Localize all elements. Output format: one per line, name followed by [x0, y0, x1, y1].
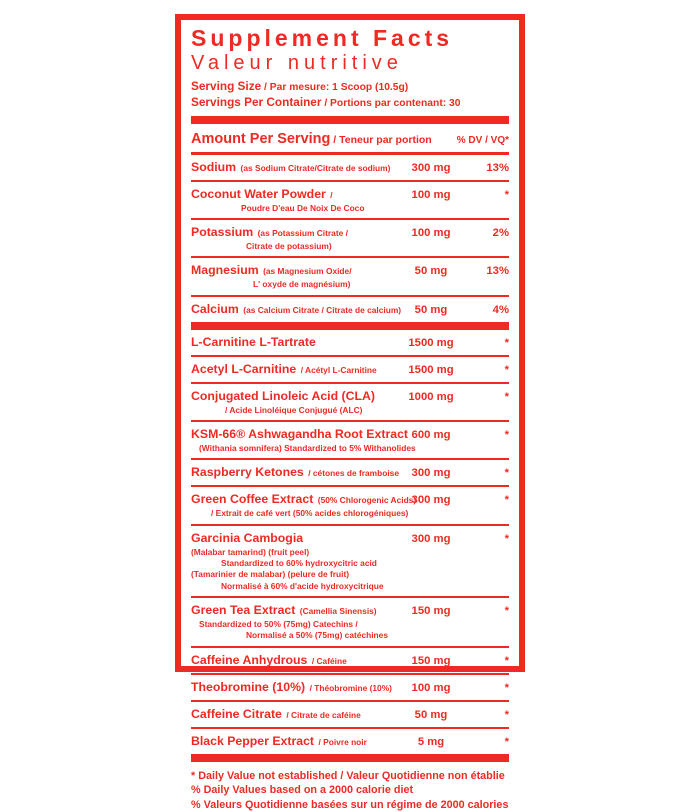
- ingredient-row-coconut-water: [191, 180, 509, 218]
- ingredient-row-potassium: [191, 218, 509, 256]
- serving-size-line: [191, 79, 509, 95]
- ingredient-name: Garcinia Cambogia: [191, 530, 304, 545]
- ingredient-name: Caffeine Anhydrous: [191, 652, 308, 667]
- ingredient-row-calcium: [191, 295, 509, 322]
- ingredient-row-ksm66-ashwagandha: [191, 420, 509, 458]
- ingredient-row-magnesium: [191, 256, 509, 294]
- ingredient-amount: 300 mg: [411, 467, 451, 480]
- footnote-line: % Valeurs Quotidienne basées sur un régime de 2000 calories: [191, 798, 509, 811]
- ingredient-subline: Normalisé a 50% (75mg) catéchines: [246, 630, 388, 641]
- ingredient-row-caffeine-anhydrous: [191, 646, 509, 673]
- ingredient-name: L-Carnitine L-Tartrate: [191, 334, 316, 349]
- ingredient-dv: *: [504, 363, 509, 376]
- ingredient-subline: Standardized to 60% hydroxycitric acid: [221, 558, 377, 568]
- ingredient-amount: 50 mg: [414, 265, 448, 278]
- divider-bar: [191, 322, 509, 330]
- ingredient-amount: 300 mg: [411, 532, 451, 545]
- ingredient-amount: 5 mg: [417, 735, 445, 748]
- ingredient-note: / Poivre noir: [318, 736, 367, 747]
- ingredient-amount: 1000 mg: [408, 390, 454, 403]
- ingredient-subline: Citrate de potassium): [246, 240, 332, 251]
- ingredient-row-green-coffee: [191, 485, 509, 523]
- footnote-line: % Daily Values based on a 2000 calorie diet: [191, 784, 414, 797]
- footnote-line: * Daily Value not established / Valeur Quotidienne non établie: [191, 769, 505, 782]
- ingredient-name: Raspberry Ketones: [191, 465, 304, 480]
- ingredient-dv: *: [504, 494, 509, 507]
- ingredient-subline: / Extrait de café vert (50% acides chlorogéniques): [211, 508, 409, 519]
- serving-size-label: Serving Size: [191, 78, 262, 93]
- ingredient-subline: (Malabar tamarind) (fruit peel): [191, 546, 310, 557]
- ingredient-dv: *: [504, 390, 509, 403]
- ingredient-note: / cétones de framboise: [308, 468, 399, 479]
- ingredient-dv: 4%: [492, 303, 509, 316]
- ingredient-subline: L' oxyde de magnésium): [253, 279, 351, 290]
- footnotes: [191, 754, 509, 812]
- facts-table: [191, 152, 509, 754]
- ingredient-row-l-carnitine-l-tartrate: [191, 330, 509, 355]
- label-subtitle: Valeur nutritive: [191, 51, 403, 74]
- ingredient-name: Black Pepper Extract: [191, 733, 315, 748]
- divider-bar: [191, 754, 509, 762]
- ingredient-row-acetyl-l-carnitine: [191, 355, 509, 382]
- ingredient-note: (as Sodium Citrate/Citrate de sodium): [240, 162, 391, 173]
- ingredient-row-green-tea: [191, 596, 509, 646]
- label-title: Supplement Facts: [191, 25, 454, 51]
- ingredient-name: Green Coffee Extract: [191, 492, 314, 507]
- divider-bar: [191, 116, 509, 124]
- ingredient-amount: 150 mg: [411, 654, 451, 667]
- ingredient-dv: 2%: [492, 226, 509, 239]
- ingredient-name: Caffeine Citrate: [191, 706, 282, 721]
- ingredient-row-garcinia-cambogia: [191, 524, 509, 596]
- ingredient-name: Conjugated Linoleic Acid (CLA): [191, 388, 375, 403]
- ingredient-subline: / Acide Linoléique Conjugué (ALC): [225, 404, 363, 415]
- servings-label: Servings Per Container: [191, 94, 322, 109]
- ingredient-note: /: [330, 189, 333, 200]
- ingredient-amount: 100 mg: [411, 188, 451, 201]
- amount-per-serving-title: Amount Per Serving / Teneur par portion: [191, 130, 432, 147]
- ingredient-dv: *: [504, 654, 509, 667]
- ingredient-row-cla: [191, 382, 509, 420]
- ingredient-amount: 100 mg: [411, 226, 451, 239]
- ingredient-dv: *: [504, 428, 509, 441]
- servings-per-container-line: [191, 95, 509, 111]
- ingredient-dv: *: [504, 188, 509, 201]
- ingredient-amount: 100 mg: [411, 681, 451, 694]
- ingredient-dv: *: [504, 735, 509, 748]
- ingredient-row-theobromine: [191, 673, 509, 700]
- ingredient-amount: 50 mg: [414, 708, 448, 721]
- ingredient-note: (Camellia Sinensis): [299, 606, 377, 617]
- ingredient-amount: 1500 mg: [408, 363, 454, 376]
- ingredient-dv: 13%: [486, 161, 509, 174]
- ingredient-name: Potassium: [191, 224, 254, 239]
- ingredient-name: Calcium: [191, 301, 239, 316]
- ingredient-note: / Théobromine (10%): [309, 682, 392, 693]
- ingredient-note: (as Potassium Citrate /: [257, 227, 348, 238]
- servings-value: / Portions par contenant: 30: [321, 97, 461, 109]
- ingredient-amount: 1500 mg: [408, 336, 454, 349]
- ingredient-dv: 13%: [486, 265, 509, 278]
- ingredient-note: (50% Chlorogenic Acids): [317, 495, 417, 506]
- ingredient-name: Magnesium: [191, 263, 259, 278]
- ingredient-amount: 300 mg: [411, 494, 451, 507]
- ingredient-row-black-pepper: [191, 727, 509, 754]
- ingredient-dv: *: [504, 708, 509, 721]
- ingredient-amount: 300 mg: [411, 161, 451, 174]
- ingredient-dv: *: [504, 336, 509, 349]
- ingredient-amount: 600 mg: [411, 428, 451, 441]
- ingredient-dv: *: [504, 467, 509, 480]
- ingredient-name: Coconut Water Powder: [191, 186, 326, 201]
- ingredient-dv: *: [504, 605, 509, 618]
- ingredient-amount: 150 mg: [411, 605, 451, 618]
- supplement-facts-label: [175, 14, 525, 811]
- ingredient-note: (as Calcium Citrate / Citrate de calcium): [243, 304, 402, 315]
- ingredient-name: Green Tea Extract: [191, 603, 296, 618]
- serving-size-value: / Par mesure: 1 Scoop (10.5g): [261, 81, 409, 93]
- ingredient-dv: *: [504, 681, 509, 694]
- ingredient-row-raspberry-ketones: [191, 458, 509, 485]
- amount-per-serving-header: [191, 124, 509, 152]
- ingredient-name: Acetyl L-Carnitine: [191, 361, 297, 376]
- ingredient-note: / Citrate de caféine: [286, 709, 361, 720]
- ingredient-subline: Standardized to 50% (75mg) Catechins /: [199, 619, 358, 630]
- ingredient-name: KSM-66® Ashwagandha Root Extract: [191, 426, 409, 441]
- ingredient-dv: *: [504, 532, 509, 545]
- ingredient-note: (as Magnesium Oxide/: [263, 266, 352, 277]
- ingredient-subline: (Tamarinier de malabar) (pelure de fruit): [191, 569, 350, 580]
- ingredient-note: / Caféine: [311, 655, 347, 666]
- ingredient-amount: 50 mg: [414, 303, 448, 316]
- dv-header: % DV / VQ*: [456, 134, 509, 146]
- ingredient-subline: (Withania somnifera) Standardized to 5% Withanolides: [199, 442, 416, 453]
- ingredient-subline: Normalisé à 60% d'acide hydroxycitrique: [221, 580, 384, 591]
- ingredient-subline: Poudre D'eau De Noix De Coco: [241, 202, 365, 213]
- ingredient-note: / Acétyl L-Carnitine: [300, 364, 377, 375]
- ingredient-row-caffeine-citrate: [191, 700, 509, 727]
- ingredient-name: Sodium: [191, 159, 237, 174]
- ingredient-row-sodium: [191, 155, 509, 180]
- ingredient-name: Theobromine (10%): [191, 679, 306, 694]
